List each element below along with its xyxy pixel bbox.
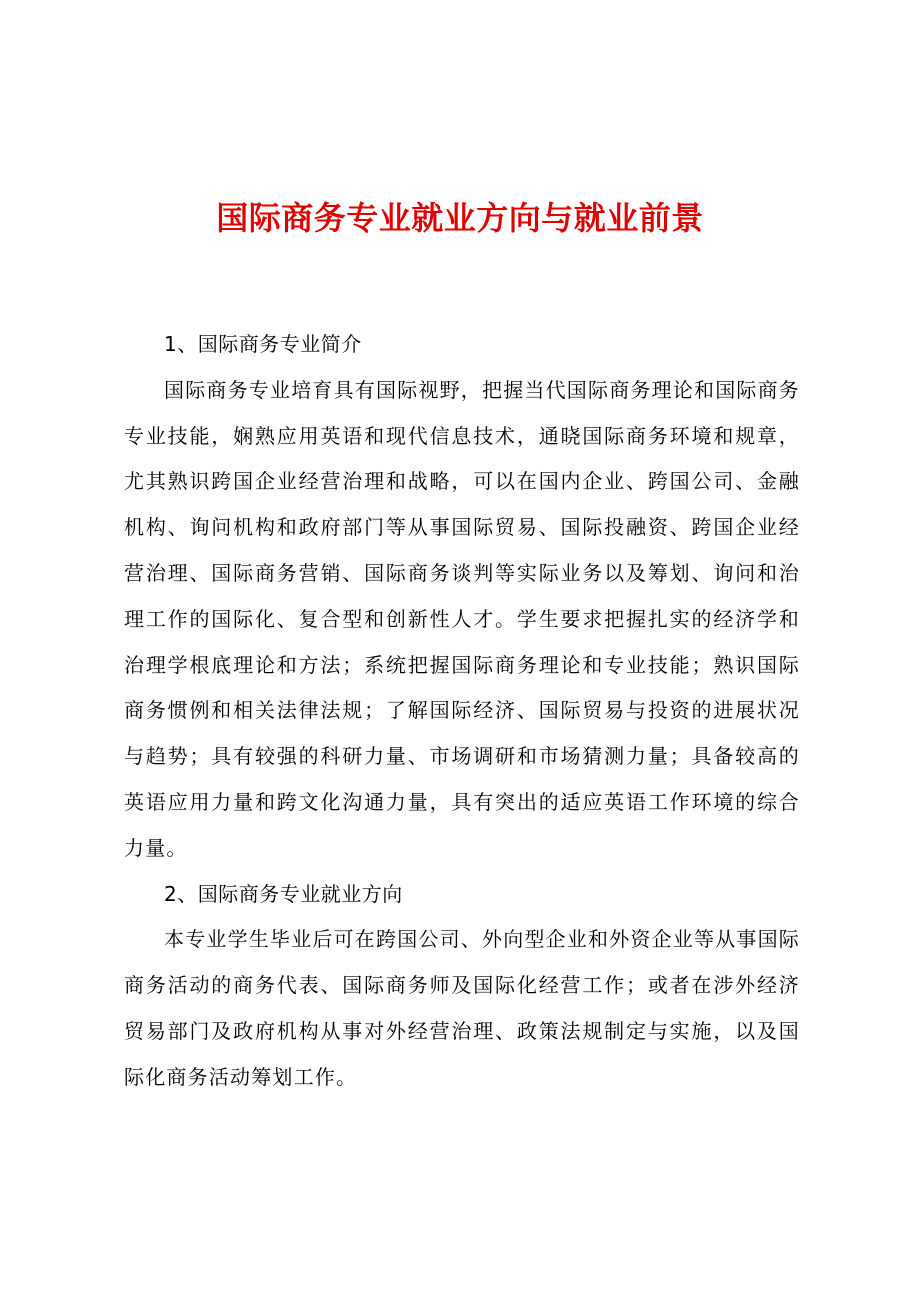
section-heading-career: 2、国际商务专业就业方向 (164, 881, 403, 906)
section-paragraph-career: 本专业学生毕业后可在跨国公司、外向型企业和外资企业等从事国际商务活动的商务代表、国际商务师及国际化经营工作；或者在涉外经济贸易部门及政府机构从事对外经营治理、政策法规制定与实施，以及国际化商务活动筹划工作。 (124, 927, 800, 1089)
document-body (124, 322, 800, 1101)
section-paragraph-intro: 国际商务专业培育具有国际视野，把握当代国际商务理论和国际商务专业技能，娴熟应用英语和现代信息技术，通晓国际商务环境和规章，尤其熟识跨国企业经营治理和战略，可以在国内企业、跨国公司、金融机构、询问机构和政府部门等从事国际贸易、国际投融资、跨国企业经营治理、国际商务营销、国际商务谈判等实际业务以及筹划、询问和治理工作的国际化、复合型和创新性人才。学生要求把握扎实的经济学和治理学根底理论和方法；系统把握国际商务理论和专业技能；熟识国际商务惯例和相关法律法规；了解国际经济、国际贸易与投资的进展状况与趋势；具有较强的科研力量、市场调研和市场猜测力量；具备较高的英语应用力量和跨文化沟通力量，具有突出的适应英语工作环境的综合力量。 (124, 377, 800, 860)
document-title: 国际商务专业就业方向与就业前景 (216, 199, 704, 237)
section-heading-intro: 1、国际商务专业简介 (164, 332, 362, 356)
